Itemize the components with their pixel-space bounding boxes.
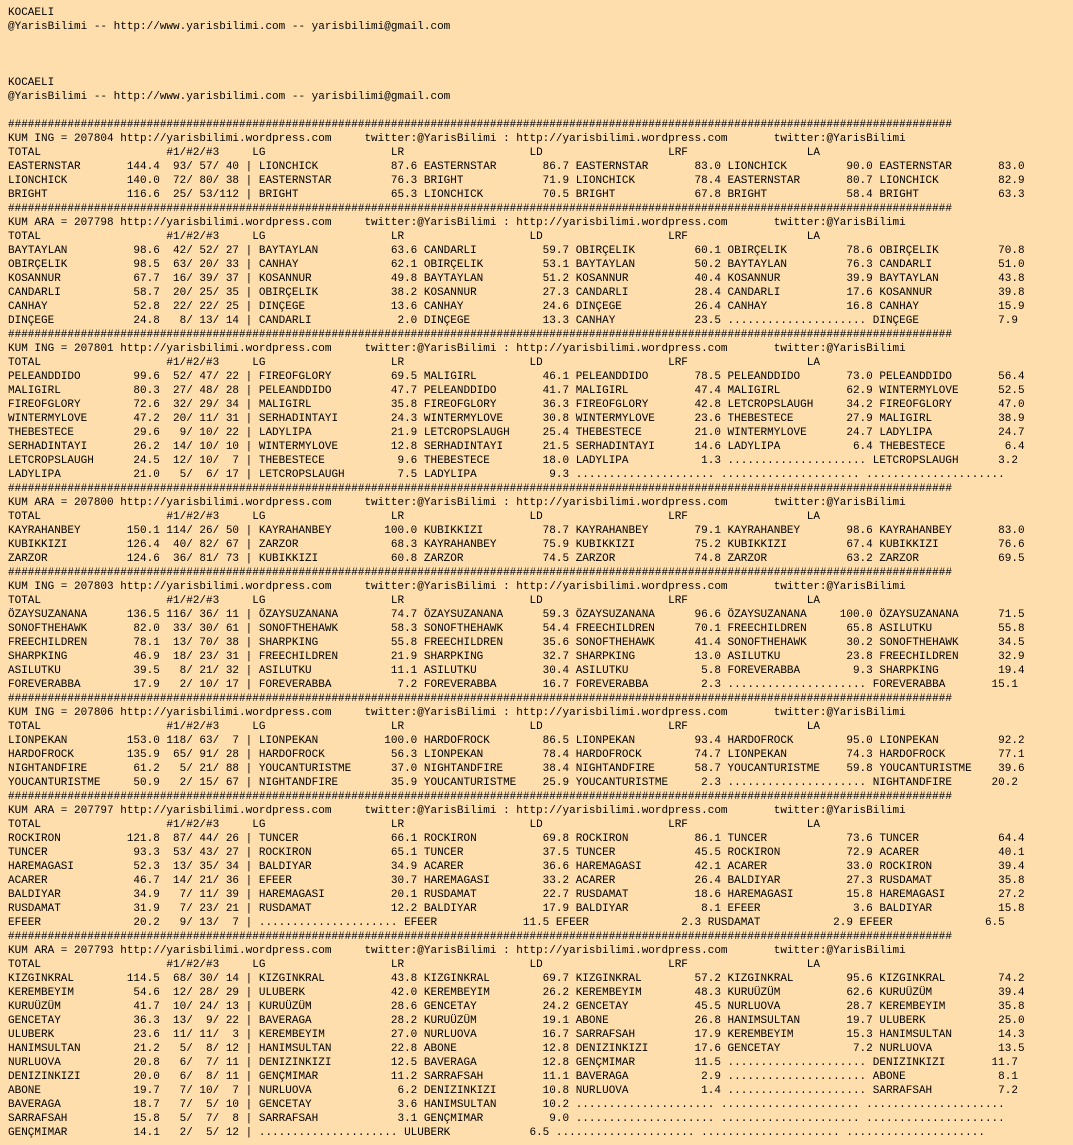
race-row: HANIMSULTAN 21.2 5/ 8/ 12 | HANIMSULTAN 22.8 ABONE 12.8 DENIZINKIZI 17.6 GENCETAY 7.2 NURLUOVA 13.5: [8, 1043, 1025, 1055]
race-row: FOREVERABBA 17.9 2/ 10/ 17 | FOREVERABBA 7.2 FOREVERABBA 16.7 FOREVERABBA 2.3 ..................... FOREVERABBA 15.1: [8, 679, 1018, 691]
race-row: ÖZAYSUZANANA 136.5 116/ 36/ 11 | ÖZAYSUZANANA 74.7 ÖZAYSUZANANA 59.3 ÖZAYSUZANANA 96.6 ÖZAYSUZANANA 100.0 ÖZAYSUZANANA 71.5: [8, 609, 1025, 621]
header-contact: @YarisBilimi -- http://www.yarisbilimi.com -- yarisbilimi@gmail.com: [8, 21, 451, 33]
header-block: [8, 6, 1073, 34]
separator-line: ###############################################################################################################################################: [8, 119, 952, 131]
race-row: BAYTAYLAN 98.6 42/ 52/ 27 | BAYTAYLAN 63.6 CANDARLI 59.7 OBIRÇELIK 60.1 OBIRÇELIK 78.6 OBIRÇELIK 70.8: [8, 245, 1025, 257]
race-row: NURLUOVA 20.8 6/ 7/ 11 | DENIZINKIZI 12.5 BAVERAGA 12.8 GENÇMIMAR 11.5 ..................... DENIZINKIZI 11.7: [8, 1057, 1018, 1069]
race-row: GENCETAY 36.3 13/ 9/ 22 | BAVERAGA 28.2 KURUÜZÜM 19.1 ABONE 26.8 HANIMSULTAN 19.7 ULUBERK 25.0: [8, 1015, 1025, 1027]
race-row: DINÇEGE 24.8 8/ 13/ 14 | CANDARLI 2.0 DINÇEGE 13.3 CANHAY 23.5 ..................... DINÇEGE 7.9: [8, 315, 1018, 327]
header-contact: @YarisBilimi -- http://www.yarisbilimi.com -- yarisbilimi@gmail.com: [8, 91, 451, 103]
column-header: TOTAL #1/#2/#3 LG LR LD LRF LA: [8, 595, 820, 607]
column-header: TOTAL #1/#2/#3 LG LR LD LRF LA: [8, 357, 820, 369]
race-row: SARRAFSAH 15.8 5/ 7/ 8 | SARRAFSAH 3.1 GENÇMIMAR 9.0 ..................... ..................... .....................: [8, 1113, 1005, 1125]
race-row: LIONPEKAN 153.0 118/ 63/ 7 | LIONPEKAN 100.0 HARDOFROCK 86.5 LIONPEKAN 93.4 HARDOFROCK 95.0 LIONPEKAN 92.2: [8, 735, 1025, 747]
race-section: [8, 692, 1073, 790]
race-row: CANHAY 52.8 22/ 22/ 25 | DINÇEGE 13.6 CANHAY 24.6 DINÇEGE 26.4 CANHAY 16.8 CANHAY 15.9: [8, 301, 1025, 313]
race-row: FREECHILDREN 78.1 13/ 70/ 38 | SHARPKING 55.8 FREECHILDREN 35.6 SONOFTHEHAWK 41.4 SONOFTHEHAWK 30.2 SONOFTHEHAWK 34.5: [8, 637, 1025, 649]
race-section: [8, 566, 1073, 692]
separator-line: ###############################################################################################################################################: [8, 567, 952, 579]
race-section: [8, 328, 1073, 482]
race-row: FIREOFGLORY 72.6 32/ 29/ 34 | MALIGIRL 35.8 FIREOFGLORY 36.3 FIREOFGLORY 42.8 LETCROPSLAUGH 34.2 FIREOFGLORY 47.0: [8, 399, 1025, 411]
column-header: TOTAL #1/#2/#3 LG LR LD LRF LA: [8, 721, 820, 733]
race-header: KUM ING = 207801 http://yarisbilimi.wordpress.com twitter:@YarisBilimi : http://yarisbilimi.wordpress.com twitter:@YarisBilimi: [8, 343, 906, 355]
race-row: MALIGIRL 80.3 27/ 48/ 28 | PELEANDDIDO 47.7 PELEANDDIDO 41.7 MALIGIRL 47.4 MALIGIRL 62.9 WINTERMYLOVE 52.5: [8, 385, 1025, 397]
race-row: EFEER 20.2 9/ 13/ 7 | ..................... EFEER 11.5 EFEER 2.3 RUSDAMAT 2.9 EFEER 6.5: [8, 917, 1005, 929]
race-row: NIGHTANDFIRE 61.2 5/ 21/ 88 | YOUCANTURISTME 37.0 NIGHTANDFIRE 38.4 NIGHTANDFIRE 58.7 YOUCANTURISTME 59.8 YOUCANTURISTME 39.6: [8, 763, 1025, 775]
race-row: BALDIYAR 34.9 7/ 11/ 39 | HAREMAGASI 20.1 RUSDAMAT 22.7 RUSDAMAT 18.6 HAREMAGASI 15.8 HAREMAGASI 27.2: [8, 889, 1025, 901]
race-section: [8, 202, 1073, 328]
race-row: BRIGHT 116.6 25/ 53/112 | BRIGHT 65.3 LIONCHICK 70.5 BRIGHT 67.8 BRIGHT 58.4 BRIGHT 63.3: [8, 189, 1025, 201]
race-row: ROCKIRON 121.8 87/ 44/ 26 | TUNCER 66.1 ROCKIRON 69.8 ROCKIRON 86.1 TUNCER 73.6 TUNCER 64.4: [8, 833, 1025, 845]
race-row: HAREMAGASI 52.3 13/ 35/ 34 | BALDIYAR 34.9 ACARER 36.6 HAREMAGASI 42.1 ACARER 33.0 ROCKIRON 39.4: [8, 861, 1025, 873]
race-row: KOSANNUR 67.7 16/ 39/ 37 | KOSANNUR 49.8 BAYTAYLAN 51.2 KOSANNUR 40.4 KOSANNUR 39.9 BAYTAYLAN 43.8: [8, 273, 1025, 285]
race-row: GENÇMIMAR 14.1 2/ 5/ 12 | ..................... ULUBERK 6.5 ..................... ..................... .....................: [8, 1127, 985, 1139]
race-row: KUBIKKIZI 126.4 40/ 82/ 67 | ZARZOR 68.3 KAYRAHANBEY 75.9 KUBIKKIZI 75.2 KUBIKKIZI 67.4 KUBIKKIZI 76.6: [8, 539, 1025, 551]
column-header: TOTAL #1/#2/#3 LG LR LD LRF LA: [8, 959, 820, 971]
column-header: TOTAL #1/#2/#3 LG LR LD LRF LA: [8, 511, 820, 523]
race-row: ABONE 19.7 7/ 10/ 7 | NURLUOVA 6.2 DENIZINKIZI 10.8 NURLUOVA 1.4 ..................... SARRAFSAH 7.2: [8, 1085, 1018, 1097]
race-row: TUNCER 93.3 53/ 43/ 27 | ROCKIRON 65.1 TUNCER 37.5 TUNCER 45.5 ROCKIRON 72.9 ACARER 40.1: [8, 847, 1025, 859]
race-header: KUM ARA = 207793 http://yarisbilimi.wordpress.com twitter:@YarisBilimi : http://yarisbilimi.wordpress.com twitter:@YarisBilimi: [8, 945, 906, 957]
race-header: KUM ING = 207804 http://yarisbilimi.wordpress.com twitter:@YarisBilimi : http://yarisbilimi.wordpress.com twitter:@YarisBilimi: [8, 133, 906, 145]
race-row: KIZGINKRAL 114.5 68/ 30/ 14 | KIZGINKRAL 43.8 KIZGINKRAL 69.7 KIZGINKRAL 57.2 KIZGINKRAL 95.6 KIZGINKRAL 74.2: [8, 973, 1025, 985]
race-row: KEREMBEYIM 54.6 12/ 28/ 29 | ULUBERK 42.0 KEREMBEYIM 26.2 KEREMBEYIM 48.3 KURUÜZÜM 62.6 KURUÜZÜM 39.4: [8, 987, 1025, 999]
race-header: KUM ING = 207803 http://yarisbilimi.wordpress.com twitter:@YarisBilimi : http://yarisbilimi.wordpress.com twitter:@YarisBilimi: [8, 581, 906, 593]
race-row: KURUÜZÜM 41.7 10/ 24/ 13 | KURUÜZÜM 28.6 GENCETAY 24.2 GENCETAY 45.5 NURLUOVA 28.7 KEREMBEYIM 35.8: [8, 1001, 1025, 1013]
race-section: [8, 930, 1073, 1140]
race-row: WINTERMYLOVE 47.2 20/ 11/ 31 | SERHADINTAYI 24.3 WINTERMYLOVE 30.8 WINTERMYLOVE 23.6 THEBESTECE 27.9 MALIGIRL 38.9: [8, 413, 1025, 425]
race-section: [8, 482, 1073, 566]
race-header: KUM ING = 207806 http://yarisbilimi.wordpress.com twitter:@YarisBilimi : http://yarisbilimi.wordpress.com twitter:@YarisBilimi: [8, 707, 906, 719]
race-section: [8, 118, 1073, 202]
race-row: LADYLIPA 21.0 5/ 6/ 17 | LETCROPSLAUGH 7.5 LADYLIPA 9.3 ..................... ..................... .....................: [8, 469, 1005, 481]
race-row: HARDOFROCK 135.9 65/ 91/ 28 | HARDOFROCK 56.3 LIONPEKAN 78.4 HARDOFROCK 74.7 LIONPEKAN 74.3 HARDOFROCK 77.1: [8, 749, 1025, 761]
header-title: KOCAELI: [8, 7, 55, 19]
separator-line: ###############################################################################################################################################: [8, 203, 952, 215]
separator-line: ###############################################################################################################################################: [8, 329, 952, 341]
race-row: KAYRAHANBEY 150.1 114/ 26/ 50 | KAYRAHANBEY 100.0 KUBIKKIZI 78.7 KAYRAHANBEY 79.1 KAYRAHANBEY 98.6 KAYRAHANBEY 83.0: [8, 525, 1025, 537]
race-header: KUM ARA = 207797 http://yarisbilimi.wordpress.com twitter:@YarisBilimi : http://yarisbilimi.wordpress.com twitter:@YarisBilimi: [8, 805, 906, 817]
spacer: [8, 104, 1073, 118]
race-row: ULUBERK 23.6 11/ 11/ 3 | KEREMBEYIM 27.0 NURLUOVA 16.7 SARRAFSAH 17.9 KEREMBEYIM 15.3 HANIMSULTAN 14.3: [8, 1029, 1025, 1041]
race-row: BAVERAGA 18.7 7/ 5/ 10 | GENCETAY 3.6 HANIMSULTAN 10.2 ..................... ..................... .....................: [8, 1099, 1005, 1111]
race-row: THEBESTECE 29.6 9/ 10/ 22 | LADYLIPA 21.9 LETCROPSLAUGH 25.4 THEBESTECE 21.0 WINTERMYLOVE 24.7 LADYLIPA 24.7: [8, 427, 1025, 439]
race-row: SONOFTHEHAWK 82.0 33/ 30/ 61 | SONOFTHEHAWK 58.3 SONOFTHEHAWK 54.4 FREECHILDREN 70.1 FREECHILDREN 65.8 ASILUTKU 55.8: [8, 623, 1025, 635]
header-title: KOCAELI: [8, 77, 55, 89]
separator-line: ###############################################################################################################################################: [8, 931, 952, 943]
race-row: ASILUTKU 39.5 8/ 21/ 32 | ASILUTKU 11.1 ASILUTKU 30.4 ASILUTKU 5.8 FOREVERABBA 9.3 SHARPKING 19.4: [8, 665, 1025, 677]
race-row: YOUCANTURISTME 50.9 2/ 15/ 67 | NIGHTANDFIRE 35.9 YOUCANTURISTME 25.9 YOUCANTURISTME 2.3 ..................... NIGHTANDFIRE 20.2: [8, 777, 1018, 789]
spacer: [8, 48, 1073, 62]
spacer: [8, 34, 1073, 48]
header-block: [8, 76, 1073, 104]
race-row: SERHADINTAYI 26.2 14/ 10/ 10 | WINTERMYLOVE 12.8 SERHADINTAYI 21.5 SERHADINTAYI 14.6 LADYLIPA 6.4 THEBESTECE 6.4: [8, 441, 1025, 453]
separator-line: ###############################################################################################################################################: [8, 791, 952, 803]
race-header: KUM ARA = 207798 http://yarisbilimi.wordpress.com twitter:@YarisBilimi : http://yarisbilimi.wordpress.com twitter:@YarisBilimi: [8, 217, 906, 229]
column-header: TOTAL #1/#2/#3 LG LR LD LRF LA: [8, 147, 820, 159]
race-row: PELEANDDIDO 99.6 52/ 47/ 22 | FIREOFGLORY 69.5 MALIGIRL 46.1 PELEANDDIDO 78.5 PELEANDDIDO 73.0 PELEANDDIDO 56.4: [8, 371, 1025, 383]
separator-line: ###############################################################################################################################################: [8, 483, 952, 495]
separator-line: ###############################################################################################################################################: [8, 693, 952, 705]
race-section: [8, 790, 1073, 930]
race-row: RUSDAMAT 31.9 7/ 23/ 21 | RUSDAMAT 12.2 BALDIYAR 17.9 BALDIYAR 8.1 EFEER 3.6 BALDIYAR 15.8: [8, 903, 1025, 915]
race-header: KUM ARA = 207800 http://yarisbilimi.wordpress.com twitter:@YarisBilimi : http://yarisbilimi.wordpress.com twitter:@YarisBilimi: [8, 497, 906, 509]
race-list: [8, 118, 1073, 1140]
spacer: [8, 62, 1073, 76]
race-row: CANDARLI 58.7 20/ 25/ 35 | OBIRÇELIK 38.2 KOSANNUR 27.3 CANDARLI 28.4 CANDARLI 17.6 KOSANNUR 39.8: [8, 287, 1025, 299]
race-row: LETCROPSLAUGH 24.5 12/ 10/ 7 | THEBESTECE 9.6 THEBESTECE 18.0 LADYLIPA 1.3 ..................... LETCROPSLAUGH 3.2: [8, 455, 1018, 467]
race-row: DENIZINKIZI 20.0 6/ 8/ 11 | GENÇMIMAR 11.2 SARRAFSAH 11.1 BAVERAGA 2.9 ..................... ABONE 8.1: [8, 1071, 1018, 1083]
race-row: OBIRÇELIK 98.5 63/ 20/ 33 | CANHAY 62.1 OBIRÇELIK 53.1 BAYTAYLAN 50.2 BAYTAYLAN 76.3 CANDARLI 51.0: [8, 259, 1025, 271]
race-row: LIONCHICK 140.0 72/ 80/ 38 | EASTERNSTAR 76.3 BRIGHT 71.9 LIONCHICK 78.4 EASTERNSTAR 80.7 LIONCHICK 82.9: [8, 175, 1025, 187]
race-row: ZARZOR 124.6 36/ 81/ 73 | KUBIKKIZI 60.8 ZARZOR 74.5 ZARZOR 74.8 ZARZOR 63.2 ZARZOR 69.5: [8, 553, 1025, 565]
race-row: EASTERNSTAR 144.4 93/ 57/ 40 | LIONCHICK 87.6 EASTERNSTAR 86.7 EASTERNSTAR 83.0 LIONCHICK 90.0 EASTERNSTAR 83.0: [8, 161, 1025, 173]
race-row: ACARER 46.7 14/ 21/ 36 | EFEER 30.7 HAREMAGASI 33.2 ACARER 26.4 BALDIYAR 27.3 RUSDAMAT 35.8: [8, 875, 1025, 887]
race-row: SHARPKING 46.9 18/ 23/ 31 | FREECHILDREN 21.9 SHARPKING 32.7 SHARPKING 13.0 ASILUTKU 23.8 FREECHILDREN 32.9: [8, 651, 1025, 663]
column-header: TOTAL #1/#2/#3 LG LR LD LRF LA: [8, 231, 820, 243]
column-header: TOTAL #1/#2/#3 LG LR LD LRF LA: [8, 819, 820, 831]
